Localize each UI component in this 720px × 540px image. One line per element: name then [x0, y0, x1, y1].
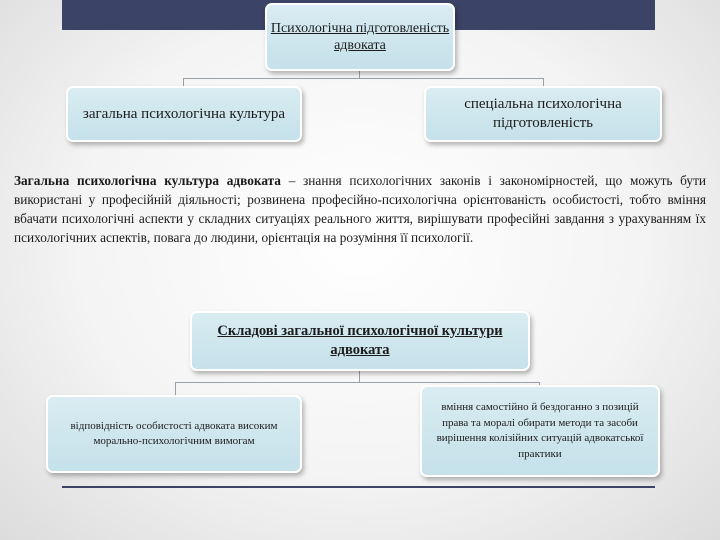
root-node-label: Психологічна підготовленість адвоката: [270, 21, 450, 53]
definition-paragraph: [14, 171, 706, 247]
components-title: Складові загальної психологічної культури адвоката: [217, 323, 503, 358]
moral-requirements-node: [46, 395, 302, 473]
conflict-resolution-label: вміння самостійно й бездоганно з позицій права та моралі обирати методи та засоби вирішення колізійних ситуацій адвокатської практики: [436, 401, 644, 460]
special-preparedness-node: [424, 86, 662, 142]
conflict-resolution-node: [420, 385, 660, 477]
definition-text: – знання психологічних законів і закономірностей, що можуть бути використані у професійній діяльності; розвинена професійно-психологічна орієнтованість особистості, тобто вміння вбачати психологічні аспекти у складних ситуаціях реального життя, вирішувати професійні завдання з урахуванням їх психологічних аспектів, повага до людини, орієнтація на розуміння її психології.: [14, 173, 706, 245]
components-node: [190, 311, 530, 371]
footer-rule: [62, 486, 655, 488]
root-node: [265, 3, 455, 71]
connector-bottom-left-drop: [175, 382, 176, 396]
connector-bottom-horizontal: [175, 382, 540, 383]
connector-top-horizontal: [183, 78, 544, 79]
moral-requirements-label: відповідність особистості адвоката високим морально-психологічним вимогам: [70, 420, 278, 447]
general-culture-label: загальна психологічна культура: [82, 105, 286, 122]
definition-term: Загальна психологічна культура адвоката: [14, 173, 281, 188]
special-preparedness-label: спеціальна психологічна підготовленість: [464, 96, 622, 131]
general-culture-node: [66, 86, 302, 142]
